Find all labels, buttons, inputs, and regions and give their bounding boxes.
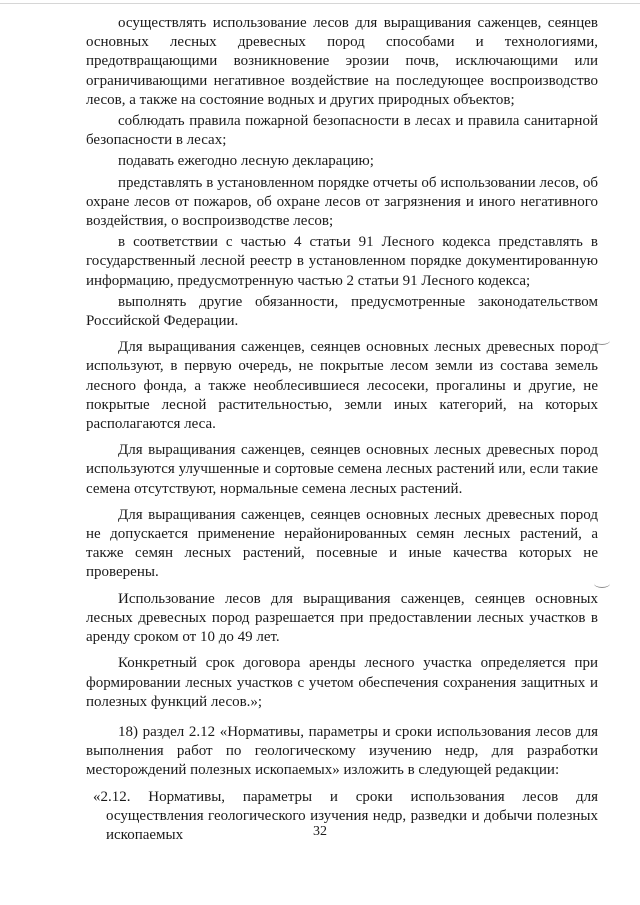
paragraph-9: Для выращивания саженцев, сеянцев основных лесных древесных пород не допускается применение нерайонированных семян лесных растений, а также семян лесных растений, посевные и иные качества которых не проверены. [86, 506, 598, 581]
page-number: 32 [313, 824, 327, 839]
paragraph-7: Для выращивания саженцев, сеянцев основных лесных древесных пород используют, в первую очередь, не покрытые лесом земли из состава земель лесного фонда, а также необлесившиеся лесосеки, прогалины и другие, не покрытые лесной растительностью, земли иных категорий, на которых располагаются леса. [86, 339, 598, 433]
margin-scan-mark [594, 336, 610, 345]
paragraph-1: осуществлять использование лесов для выращивания саженцев, сеянцев основных лесных древесных пород способами и технологиями, предотвращающими возникновение эрозии почв, исключающими или ограничивающими негативное воздействие на последующее воспроизводство лесов, а также на состояние водных и других природных объектов; [86, 15, 598, 108]
scan-top-edge [0, 3, 640, 4]
paragraph-8: Для выращивания саженцев, сеянцев основных лесных древесных пород используются улучшенные и сортовые семена лесных растений или, если такие семена отсутствуют, нормальные семена лесных растений. [86, 442, 598, 497]
paragraph-11: Конкретный срок договора аренды лесного участка определяется при формировании лесных участков с учетом обеспечения сохранения защитных и полезных функций лесов.»; [86, 655, 598, 710]
paragraph-12: 18) раздел 2.12 «Нормативы, параметры и сроки использования лесов для выполнения работ по геологическому изучению недр, для разработки месторождений полезных ископаемых» изложить в следующей редакции: [86, 723, 598, 779]
paragraph-4: представлять в установленном порядке отчеты об использовании лесов, об охране лесов от пожаров, об охране лесов от загрязнения и иного негативного воздействия, о воспроизводстве лесов; [86, 174, 598, 230]
paragraph-5: в соответствии с частью 4 статьи 91 Лесного кодекса представлять в государственный лесной реестр в установленном порядке документированную информацию, предусмотренную частью 2 статьи 91 Лесного кодекса; [86, 234, 598, 289]
paragraph-10: Использование лесов для выращивания саженцев, сеянцев основных лесных древесных пород разрешается при предоставлении лесных участков в аренду сроком от 10 до 49 лет. [86, 590, 598, 646]
paragraph-2: соблюдать правила пожарной безопасности в лесах и правила санитарной безопасности в лесах; [86, 113, 598, 149]
paragraph-3: подавать ежегодно лесную декларацию; [118, 153, 374, 170]
paragraph-6: выполнять другие обязанности, предусмотренные законодательством Российской Федерации. [86, 293, 598, 330]
margin-scan-mark [594, 579, 610, 588]
paragraph-13: «2.12. Нормативы, параметры и сроки использования лесов для осуществления геологического изучения недр, разведки и добычи полезных ископаемых [93, 788, 598, 843]
